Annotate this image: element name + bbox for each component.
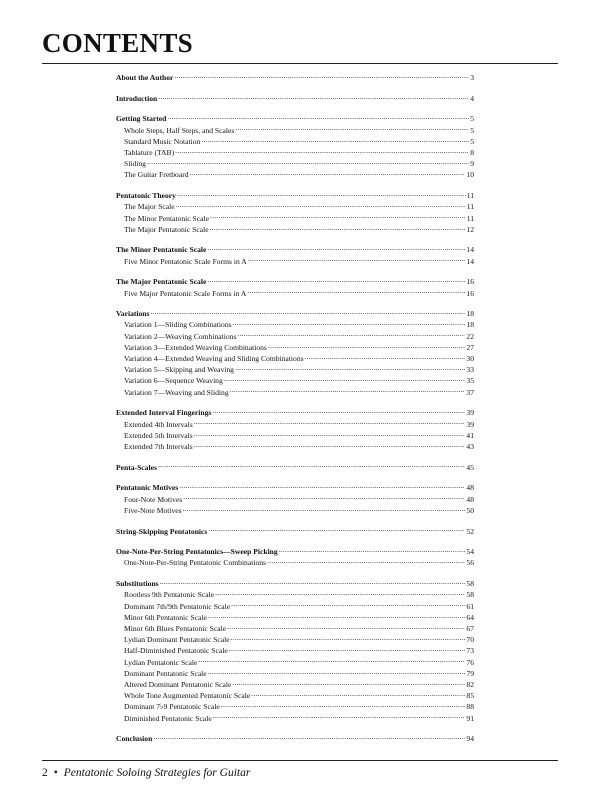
toc-section (116, 733, 474, 744)
entry-title: Variations (116, 309, 150, 319)
dot-leader (224, 375, 466, 383)
entry-page-number: 14 (466, 245, 474, 255)
dot-leader (210, 213, 466, 221)
footer-book-title: Pentatonic Soloing Strategies for Guitar (63, 767, 251, 779)
entry-title: Sliding (124, 159, 146, 169)
toc-section (116, 276, 474, 298)
dot-leader (231, 601, 465, 609)
entry-page-number: 76 (466, 657, 474, 667)
dot-leader (235, 125, 469, 133)
dot-leader (175, 147, 469, 155)
entry-title: Tablature (TAB) (124, 148, 175, 158)
dot-leader (174, 72, 469, 80)
entry-title: Dominant Pentatonic Scale (124, 668, 207, 678)
entry-title: Five-Note Motives (124, 505, 182, 515)
entry-title: Whole Steps, Half Steps, and Scales (124, 125, 235, 135)
toc-chapter-entry[interactable] (116, 308, 474, 319)
toc-subentry[interactable] (116, 158, 474, 169)
dot-leader (183, 494, 465, 502)
entry-title: Five Minor Pentatonic Scale Forms in A (124, 256, 247, 266)
toc-subentry[interactable] (116, 353, 474, 364)
toc-subentry[interactable] (116, 634, 474, 645)
dot-leader (232, 679, 465, 687)
dot-leader (150, 308, 465, 316)
entry-page-number: 11 (466, 202, 474, 212)
entry-title: Half-Diminished Pentatonic Scale (124, 646, 228, 656)
toc-chapter-entry[interactable] (116, 190, 474, 201)
dot-leader (251, 690, 465, 698)
entry-page-number: 50 (466, 505, 474, 515)
dot-leader (207, 244, 465, 252)
entry-page-number: 3 (470, 73, 474, 82)
entry-title: Extended Interval Fingerings (116, 408, 212, 418)
entry-page-number: 22 (466, 331, 474, 341)
toc-section (116, 462, 474, 473)
dot-leader (176, 201, 466, 209)
entry-page-number: 43 (466, 441, 474, 451)
entry-title: Dominant 7th/9th Pentatonic Scale (124, 601, 231, 611)
table-of-contents (116, 72, 474, 754)
entry-title: The Guitar Fretboard (124, 170, 189, 180)
entry-title: Lydian Pentatonic Scale (124, 657, 198, 667)
toc-subentry[interactable] (116, 375, 474, 386)
entry-title: Variation 5—Skipping and Weaving (124, 365, 234, 375)
toc-subentry[interactable] (116, 589, 474, 600)
entry-title: Variation 1—Sliding Combinations (124, 320, 232, 330)
dot-leader (208, 526, 465, 534)
entry-page-number: 94 (466, 734, 474, 744)
dot-leader (190, 169, 466, 177)
entry-page-number: 37 (466, 387, 474, 397)
dot-leader (227, 623, 465, 631)
page-title: CONTENTS (42, 28, 193, 58)
entry-title: Rootless 9th Pentatonic Scale (124, 590, 215, 600)
page-footer (42, 766, 250, 780)
toc-chapter-entry[interactable] (116, 578, 474, 589)
toc-section (116, 93, 474, 104)
entry-title: Variation 6—Sequence Weaving (124, 376, 223, 386)
entry-page-number: 79 (466, 668, 474, 678)
entry-title: Standard Music Notation (124, 136, 201, 146)
entry-title: Variation 4—Extended Weaving and Sliding Combinations (124, 354, 304, 364)
toc-subentry[interactable] (116, 419, 474, 430)
header-rule (42, 63, 558, 64)
dot-leader (158, 462, 465, 470)
entry-title: Dominant 7♭9 Pentatonic Scale (124, 702, 220, 712)
dot-leader (147, 158, 469, 166)
entry-page-number: 12 (466, 224, 474, 234)
entry-page-number: 39 (466, 408, 474, 418)
entry-page-number: 16 (466, 277, 474, 287)
entry-title: Getting Started (116, 114, 167, 124)
toc-subentry[interactable] (116, 645, 474, 656)
entry-title: Whole Tone Augmented Pentatonic Scale (124, 691, 251, 701)
dot-leader (177, 190, 466, 198)
toc-subentry[interactable] (116, 364, 474, 375)
entry-page-number: 4 (470, 93, 474, 103)
toc-subentry[interactable] (116, 557, 474, 568)
entry-title: The Minor Pentatonic Scale (116, 245, 207, 255)
dot-leader (201, 136, 469, 144)
entry-page-number: 48 (466, 494, 474, 504)
entry-page-number: 58 (466, 590, 474, 600)
toc-subentry[interactable] (116, 713, 474, 724)
toc-section (116, 190, 474, 235)
entry-title: One-Note-Per-String Pentatonic Combinations (124, 558, 266, 568)
entry-title: Variation 7—Weaving and Sliding (124, 387, 229, 397)
toc-subentry[interactable] (116, 612, 474, 623)
toc-subentry[interactable] (116, 256, 474, 267)
entry-page-number: 64 (466, 612, 474, 622)
toc-subentry[interactable] (116, 679, 474, 690)
dot-leader (210, 224, 466, 232)
toc-section (116, 578, 474, 724)
entry-title: Variation 3—Extended Weaving Combinations (124, 342, 267, 352)
toc-section (116, 244, 474, 266)
entry-page-number: 33 (466, 365, 474, 375)
toc-subentry[interactable] (116, 387, 474, 398)
entry-title: Minor 6th Pentatonic Scale (124, 612, 207, 622)
entry-page-number: 67 (466, 623, 474, 633)
toc-subentry[interactable] (116, 505, 474, 516)
toc-chapter-entry[interactable] (116, 546, 474, 557)
entry-title: Five Major Pentatonic Scale Forms in A (124, 288, 247, 298)
dot-leader (279, 546, 466, 554)
toc-section (116, 526, 474, 537)
toc-subentry[interactable] (116, 441, 474, 452)
toc-subentry[interactable] (116, 201, 474, 212)
entry-page-number: 58 (466, 579, 474, 589)
footer-rule (42, 760, 558, 761)
dot-leader (153, 733, 465, 741)
dot-leader (212, 407, 465, 415)
dot-leader (233, 319, 466, 327)
toc-section (116, 72, 474, 83)
toc-subentry[interactable] (116, 623, 474, 634)
entry-page-number: 14 (466, 256, 474, 266)
toc-chapter-entry[interactable] (116, 733, 474, 744)
toc-subentry[interactable] (116, 331, 474, 342)
entry-page-number: 8 (470, 148, 474, 158)
toc-subentry[interactable] (116, 125, 474, 136)
toc-subentry[interactable] (116, 601, 474, 612)
dot-leader (230, 387, 466, 395)
toc-chapter-entry[interactable] (116, 482, 474, 493)
dot-leader (268, 342, 466, 350)
toc-subentry[interactable] (116, 136, 474, 147)
entry-page-number: 61 (466, 601, 474, 611)
entry-page-number: 70 (466, 635, 474, 645)
toc-section (116, 407, 474, 452)
dot-leader (248, 256, 466, 264)
dot-leader (237, 331, 465, 339)
dot-leader (305, 353, 466, 361)
entry-page-number: 88 (466, 702, 474, 712)
entry-page-number: 18 (466, 309, 474, 319)
entry-title: The Minor Pentatonic Scale (124, 213, 209, 223)
entry-title: Extended 4th Intervals (124, 419, 193, 429)
footer-bullet: • (53, 767, 58, 779)
entry-title: Pentatonic Theory (116, 191, 176, 201)
dot-leader (208, 668, 466, 676)
entry-page-number: 52 (466, 526, 474, 536)
dot-leader (247, 288, 465, 296)
toc-section (116, 482, 474, 516)
entry-page-number: 30 (466, 354, 474, 364)
entry-title: About the Author (116, 73, 174, 82)
toc-subentry[interactable] (116, 288, 474, 299)
dot-leader (207, 276, 465, 284)
dot-leader (215, 589, 465, 597)
entry-title: Variation 2—Weaving Combinations (124, 331, 237, 341)
entry-page-number: 16 (466, 288, 474, 298)
toc-subentry[interactable] (116, 430, 474, 441)
toc-subentry[interactable] (116, 169, 474, 180)
toc-subentry[interactable] (116, 668, 474, 679)
entry-page-number: 27 (466, 342, 474, 352)
entry-page-number: 41 (466, 430, 474, 440)
toc-subentry[interactable] (116, 701, 474, 712)
entry-page-number: 5 (470, 136, 474, 146)
dot-leader (198, 657, 465, 665)
dot-leader (231, 634, 466, 642)
entry-title: The Major Pentatonic Scale (124, 224, 209, 234)
dot-leader (213, 713, 466, 721)
entry-page-number: 48 (466, 483, 474, 493)
entry-title: Conclusion (116, 734, 153, 744)
entry-page-number: 56 (466, 558, 474, 568)
toc-subentry[interactable] (116, 690, 474, 701)
dot-leader (221, 701, 466, 709)
entry-title: Extended 7th Intervals (124, 441, 193, 451)
entry-page-number: 85 (466, 691, 474, 701)
entry-title: Minor 6th Blues Pentatonic Scale (124, 623, 227, 633)
entry-page-number: 11 (466, 191, 474, 201)
dot-leader (160, 578, 466, 586)
entry-page-number: 82 (466, 679, 474, 689)
entry-title: Substitutions (116, 579, 159, 589)
dot-leader (158, 93, 469, 101)
entry-title: Diminished Pentatonic Scale (124, 713, 212, 723)
entry-page-number: 73 (466, 646, 474, 656)
dot-leader (235, 364, 465, 372)
toc-subentry[interactable] (116, 657, 474, 668)
toc-subentry[interactable] (116, 224, 474, 235)
toc-chapter-entry[interactable] (116, 462, 474, 473)
dot-leader (194, 419, 466, 427)
dot-leader (167, 113, 469, 121)
toc-chapter-entry[interactable] (116, 72, 474, 83)
toc-chapter-entry[interactable] (116, 113, 474, 124)
toc-chapter-entry[interactable] (116, 93, 474, 104)
toc-chapter-entry[interactable] (116, 244, 474, 255)
entry-page-number: 39 (466, 419, 474, 429)
entry-page-number: 5 (470, 125, 474, 135)
entry-title: Extended 5th Intervals (124, 430, 193, 440)
toc-subentry[interactable] (116, 319, 474, 330)
entry-title: One-Note-Per-String Pentatonics—Sweep Picking (116, 547, 278, 557)
dot-leader (194, 441, 466, 449)
entry-page-number: 11 (466, 213, 474, 223)
entry-title: Four-Note Motives (124, 494, 183, 504)
entry-title: Introduction (116, 93, 158, 103)
entry-page-number: 54 (466, 547, 474, 557)
entry-title: Penta-Scales (116, 462, 157, 472)
entry-title: The Major Scale (124, 202, 175, 212)
entry-title: Pentatonic Motives (116, 483, 179, 493)
entry-page-number: 5 (470, 114, 474, 124)
dot-leader (194, 430, 466, 438)
dot-leader (267, 557, 465, 565)
toc-subentry[interactable] (116, 494, 474, 505)
entry-title: The Major Pentatonic Scale (116, 277, 207, 287)
toc-subentry[interactable] (116, 213, 474, 224)
entry-title: Altered Dominant Pentatonic Scale (124, 679, 232, 689)
entry-page-number: 35 (466, 376, 474, 386)
footer-page-number: 2 (42, 767, 48, 779)
toc-chapter-entry[interactable] (116, 407, 474, 418)
toc-chapter-entry[interactable] (116, 526, 474, 537)
entry-page-number: 9 (470, 159, 474, 169)
dot-leader (208, 612, 466, 620)
entry-title: Lydian Dominant Pentatonic Scale (124, 635, 230, 645)
entry-page-number: 18 (466, 320, 474, 330)
dot-leader (183, 505, 466, 513)
entry-page-number: 45 (466, 462, 474, 472)
dot-leader (179, 482, 465, 490)
toc-section (116, 113, 474, 180)
toc-subentry[interactable] (116, 342, 474, 353)
dot-leader (229, 645, 466, 653)
toc-section (116, 546, 474, 568)
entry-page-number: 91 (466, 713, 474, 723)
toc-subentry[interactable] (116, 147, 474, 158)
toc-section (116, 308, 474, 398)
entry-title: String-Skipping Pentatonics (116, 526, 208, 536)
entry-page-number: 10 (466, 170, 474, 180)
toc-chapter-entry[interactable] (116, 276, 474, 287)
